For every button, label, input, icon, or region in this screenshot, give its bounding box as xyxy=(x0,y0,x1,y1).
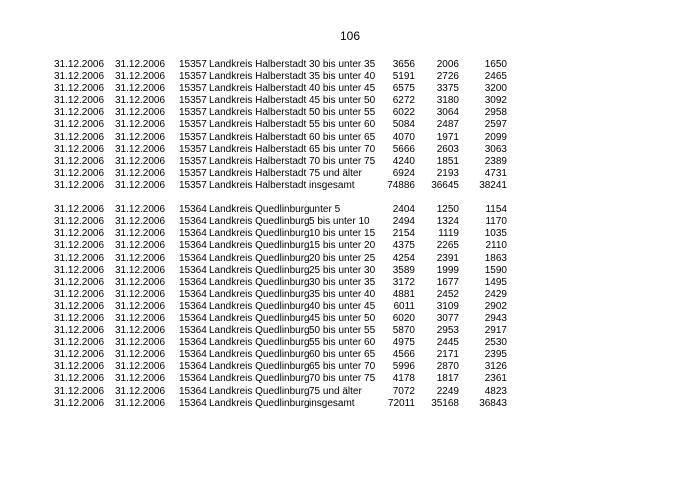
female-count-cell: 1863 xyxy=(484,252,507,264)
region-code-cell: 15357 xyxy=(179,71,207,83)
reference-date-cell: 31.12.2006 xyxy=(115,385,166,397)
age-group-cell: 65 bis unter 70 xyxy=(309,361,376,373)
total-count-cell: 5870 xyxy=(392,325,415,337)
table-row xyxy=(0,325,700,337)
data-table xyxy=(0,59,700,410)
table-row xyxy=(0,386,700,398)
total-count-cell: 4240 xyxy=(392,155,415,167)
age-group-cell: 55 bis unter 60 xyxy=(309,337,376,349)
stichtag-date-cell: 31.12.2006 xyxy=(54,349,105,361)
stichtag-date-cell: 31.12.2006 xyxy=(54,300,105,312)
total-count-cell: 4178 xyxy=(392,373,415,385)
male-count-cell: 2870 xyxy=(436,361,459,373)
region-name-cell: Landkreis Quedlinburg xyxy=(209,228,310,240)
female-count-cell: 2099 xyxy=(484,131,507,143)
region-name-cell: Landkreis Quedlinburg xyxy=(209,397,310,409)
stichtag-date-cell: 31.12.2006 xyxy=(54,131,105,143)
region-name-cell: Landkreis Halberstadt xyxy=(209,167,307,179)
region-name-cell: Landkreis Halberstadt xyxy=(209,131,307,143)
total-count-cell: 4254 xyxy=(392,252,415,264)
female-count-cell: 3126 xyxy=(484,361,507,373)
table-row xyxy=(0,361,700,373)
region-code-cell: 15364 xyxy=(179,349,207,361)
region-code-cell: 15357 xyxy=(179,107,207,119)
age-group-cell: 20 bis unter 25 xyxy=(309,252,376,264)
age-group-cell: 70 bis unter 75 xyxy=(309,155,376,167)
reference-date-cell: 31.12.2006 xyxy=(115,179,166,191)
table-row xyxy=(0,132,700,144)
reference-date-cell: 31.12.2006 xyxy=(115,216,166,228)
region-name-cell: Landkreis Quedlinburg xyxy=(209,240,310,252)
female-count-cell: 36843 xyxy=(479,397,507,409)
male-count-cell: 2487 xyxy=(436,119,459,131)
table-row xyxy=(0,253,700,265)
male-count-cell: 2265 xyxy=(436,240,459,252)
total-count-cell: 4070 xyxy=(392,131,415,143)
total-count-cell: 5666 xyxy=(392,143,415,155)
total-count-cell: 3172 xyxy=(392,276,415,288)
reference-date-cell: 31.12.2006 xyxy=(115,167,166,179)
reference-date-cell: 31.12.2006 xyxy=(115,300,166,312)
age-group-cell: 40 bis unter 45 xyxy=(309,83,376,95)
region-name-cell: Landkreis Quedlinburg xyxy=(209,337,310,349)
age-group-cell: 35 bis unter 40 xyxy=(309,71,376,83)
stichtag-date-cell: 31.12.2006 xyxy=(54,288,105,300)
table-row xyxy=(0,301,700,313)
age-group-cell: 65 bis unter 70 xyxy=(309,143,376,155)
region-name-cell: Landkreis Halberstadt xyxy=(209,95,307,107)
reference-date-cell: 31.12.2006 xyxy=(115,204,166,216)
region-code-cell: 15357 xyxy=(179,179,207,191)
total-count-cell: 4566 xyxy=(392,349,415,361)
male-count-cell: 3375 xyxy=(436,83,459,95)
female-count-cell: 2958 xyxy=(484,107,507,119)
region-code-cell: 15357 xyxy=(179,143,207,155)
region-name-cell: Landkreis Quedlinburg xyxy=(209,312,310,324)
table-row xyxy=(0,337,700,349)
stichtag-date-cell: 31.12.2006 xyxy=(54,361,105,373)
reference-date-cell: 31.12.2006 xyxy=(115,131,166,143)
female-count-cell: 3200 xyxy=(484,83,507,95)
total-count-cell: 6924 xyxy=(392,167,415,179)
table-row xyxy=(0,289,700,301)
table-row xyxy=(0,144,700,156)
region-name-cell: Landkreis Quedlinburg xyxy=(209,264,310,276)
reference-date-cell: 31.12.2006 xyxy=(115,95,166,107)
reference-date-cell: 31.12.2006 xyxy=(115,276,166,288)
female-count-cell: 2917 xyxy=(484,325,507,337)
region-name-cell: Landkreis Halberstadt xyxy=(209,143,307,155)
stichtag-date-cell: 31.12.2006 xyxy=(54,167,105,179)
total-count-cell: 6272 xyxy=(392,95,415,107)
age-group-cell: 50 bis unter 55 xyxy=(309,325,376,337)
region-name-cell: Landkreis Halberstadt xyxy=(209,59,307,70)
female-count-cell: 1154 xyxy=(485,204,507,216)
male-count-cell: 1817 xyxy=(436,373,459,385)
region-name-cell: Landkreis Halberstadt xyxy=(209,179,307,191)
female-count-cell: 3092 xyxy=(484,95,507,107)
table-row xyxy=(0,59,700,71)
total-count-cell: 4975 xyxy=(392,337,415,349)
table-row xyxy=(0,265,700,277)
region-name-cell: Landkreis Quedlinburg xyxy=(209,288,310,300)
region-code-cell: 15357 xyxy=(179,119,207,131)
reference-date-cell: 31.12.2006 xyxy=(115,397,166,409)
age-group-cell: 75 und älter xyxy=(309,167,362,179)
age-group-cell: 30 bis unter 35 xyxy=(309,276,376,288)
reference-date-cell: 31.12.2006 xyxy=(115,59,166,70)
reference-date-cell: 31.12.2006 xyxy=(115,107,166,119)
female-count-cell: 1170 xyxy=(485,216,507,228)
table-row xyxy=(0,240,700,252)
stichtag-date-cell: 31.12.2006 xyxy=(54,252,105,264)
age-group-cell: 25 bis unter 30 xyxy=(309,264,376,276)
male-count-cell: 2193 xyxy=(436,167,459,179)
region-code-cell: 15364 xyxy=(179,276,207,288)
table-row xyxy=(0,156,700,168)
table-row xyxy=(0,228,700,240)
region-code-cell: 15357 xyxy=(179,95,207,107)
region-name-cell: Landkreis Quedlinburg xyxy=(209,385,310,397)
male-count-cell: 1677 xyxy=(436,276,459,288)
total-count-cell: 6575 xyxy=(392,83,415,95)
stichtag-date-cell: 31.12.2006 xyxy=(54,264,105,276)
region-name-cell: Landkreis Halberstadt xyxy=(209,71,307,83)
region-code-cell: 15364 xyxy=(179,204,207,216)
male-count-cell: 35168 xyxy=(431,397,459,409)
reference-date-cell: 31.12.2006 xyxy=(115,240,166,252)
male-count-cell: 2452 xyxy=(436,288,459,300)
reference-date-cell: 31.12.2006 xyxy=(115,83,166,95)
region-name-cell: Landkreis Halberstadt xyxy=(209,107,307,119)
male-count-cell: 2391 xyxy=(436,252,459,264)
region-code-cell: 15364 xyxy=(179,252,207,264)
age-group-cell: 60 bis unter 65 xyxy=(309,131,376,143)
male-count-cell: 3109 xyxy=(436,300,459,312)
female-count-cell: 2465 xyxy=(484,71,507,83)
total-count-cell: 2154 xyxy=(392,228,415,240)
male-count-cell: 1971 xyxy=(436,131,459,143)
stichtag-date-cell: 31.12.2006 xyxy=(54,179,105,191)
region-code-cell: 15357 xyxy=(179,155,207,167)
male-count-cell: 1250 xyxy=(436,204,459,216)
male-count-cell: 1851 xyxy=(436,155,459,167)
reference-date-cell: 31.12.2006 xyxy=(115,143,166,155)
region-code-cell: 15364 xyxy=(179,216,207,228)
total-count-cell: 7072 xyxy=(392,385,415,397)
stichtag-date-cell: 31.12.2006 xyxy=(54,240,105,252)
stichtag-date-cell: 31.12.2006 xyxy=(54,216,105,228)
age-group-cell: 60 bis unter 65 xyxy=(309,349,376,361)
stichtag-date-cell: 31.12.2006 xyxy=(54,312,105,324)
region-name-cell: Landkreis Quedlinburg xyxy=(209,325,310,337)
reference-date-cell: 31.12.2006 xyxy=(115,312,166,324)
table-row xyxy=(0,83,700,95)
female-count-cell: 2902 xyxy=(484,300,507,312)
region-code-cell: 15364 xyxy=(179,397,207,409)
region-name-cell: Landkreis Halberstadt xyxy=(209,83,307,95)
total-count-cell: 4375 xyxy=(392,240,415,252)
region-code-cell: 15357 xyxy=(179,83,207,95)
female-count-cell: 2429 xyxy=(484,288,507,300)
reference-date-cell: 31.12.2006 xyxy=(115,373,166,385)
region-code-cell: 15364 xyxy=(179,312,207,324)
female-count-cell: 2597 xyxy=(484,119,507,131)
male-count-cell: 3077 xyxy=(436,312,459,324)
region-code-cell: 15364 xyxy=(179,228,207,240)
reference-date-cell: 31.12.2006 xyxy=(115,119,166,131)
stichtag-date-cell: 31.12.2006 xyxy=(54,228,105,240)
age-group-cell: 70 bis unter 75 xyxy=(309,373,376,385)
table-row xyxy=(0,180,700,192)
reference-date-cell: 31.12.2006 xyxy=(115,228,166,240)
male-count-cell: 2006 xyxy=(436,59,459,70)
age-group-cell: 35 bis unter 40 xyxy=(309,288,376,300)
stichtag-date-cell: 31.12.2006 xyxy=(54,107,105,119)
stichtag-date-cell: 31.12.2006 xyxy=(54,385,105,397)
age-group-cell: 45 bis unter 50 xyxy=(309,312,376,324)
female-count-cell: 4823 xyxy=(484,385,507,397)
male-count-cell: 2953 xyxy=(436,325,459,337)
female-count-cell: 1590 xyxy=(484,264,507,276)
region-code-cell: 15364 xyxy=(179,337,207,349)
region-name-cell: Landkreis Quedlinburg xyxy=(209,216,310,228)
table-row xyxy=(0,313,700,325)
male-count-cell: 1119 xyxy=(438,228,459,240)
male-count-cell: 2445 xyxy=(436,337,459,349)
total-count-cell: 4881 xyxy=(392,288,415,300)
female-count-cell: 2361 xyxy=(484,373,507,385)
total-count-cell: 6011 xyxy=(393,300,415,312)
table-row xyxy=(0,204,700,216)
region-code-cell: 15357 xyxy=(179,131,207,143)
stichtag-date-cell: 31.12.2006 xyxy=(54,143,105,155)
age-group-cell: 5 bis unter 10 xyxy=(309,216,370,228)
table-row xyxy=(0,373,700,385)
reference-date-cell: 31.12.2006 xyxy=(115,349,166,361)
age-group-cell: 40 bis unter 45 xyxy=(309,300,376,312)
region-code-cell: 15364 xyxy=(179,264,207,276)
male-count-cell: 1999 xyxy=(436,264,459,276)
male-count-cell: 2249 xyxy=(436,385,459,397)
total-count-cell: 6022 xyxy=(392,107,415,119)
reference-date-cell: 31.12.2006 xyxy=(115,155,166,167)
female-count-cell: 1035 xyxy=(484,228,507,240)
total-count-cell: 74886 xyxy=(387,179,415,191)
region-code-cell: 15364 xyxy=(179,325,207,337)
total-count-cell: 5191 xyxy=(392,71,415,83)
stichtag-date-cell: 31.12.2006 xyxy=(54,276,105,288)
reference-date-cell: 31.12.2006 xyxy=(115,337,166,349)
age-group-cell: 30 bis unter 35 xyxy=(309,59,376,70)
region-name-cell: Landkreis Quedlinburg xyxy=(209,276,310,288)
age-group-cell: unter 5 xyxy=(309,204,341,216)
region-code-cell: 15364 xyxy=(179,288,207,300)
table-row xyxy=(0,398,700,410)
reference-date-cell: 31.12.2006 xyxy=(115,71,166,83)
male-count-cell: 2171 xyxy=(436,349,459,361)
region-name-cell: Landkreis Quedlinburg xyxy=(209,349,310,361)
region-name-cell: Landkreis Halberstadt xyxy=(209,119,307,131)
age-group-cell: 10 bis unter 15 xyxy=(309,228,376,240)
table-row xyxy=(0,216,700,228)
block-separator xyxy=(0,192,700,204)
total-count-cell: 5084 xyxy=(392,119,415,131)
page-number: 106 xyxy=(339,29,361,43)
total-count-cell: 72011 xyxy=(387,397,415,409)
region-code-cell: 15364 xyxy=(179,373,207,385)
age-group-cell: 50 bis unter 55 xyxy=(309,107,376,119)
region-name-cell: Landkreis Quedlinburg xyxy=(209,300,310,312)
reference-date-cell: 31.12.2006 xyxy=(115,361,166,373)
region-code-cell: 15357 xyxy=(179,59,207,70)
total-count-cell: 3656 xyxy=(392,59,415,70)
region-name-cell: Landkreis Quedlinburg xyxy=(209,361,310,373)
stichtag-date-cell: 31.12.2006 xyxy=(54,95,105,107)
reference-date-cell: 31.12.2006 xyxy=(115,325,166,337)
male-count-cell: 3064 xyxy=(436,107,459,119)
female-count-cell: 2389 xyxy=(484,155,507,167)
female-count-cell: 2943 xyxy=(484,312,507,324)
male-count-cell: 2726 xyxy=(436,71,459,83)
table-row xyxy=(0,95,700,107)
table-row xyxy=(0,119,700,131)
total-count-cell: 5996 xyxy=(392,361,415,373)
stichtag-date-cell: 31.12.2006 xyxy=(54,325,105,337)
total-count-cell: 3589 xyxy=(392,264,415,276)
region-name-cell: Landkreis Halberstadt xyxy=(209,155,307,167)
female-count-cell: 2110 xyxy=(485,240,507,252)
table-row xyxy=(0,277,700,289)
stichtag-date-cell: 31.12.2006 xyxy=(54,59,105,70)
region-code-cell: 15364 xyxy=(179,240,207,252)
total-count-cell: 2404 xyxy=(392,204,415,216)
region-name-cell: Landkreis Quedlinburg xyxy=(209,373,310,385)
stichtag-date-cell: 31.12.2006 xyxy=(54,373,105,385)
reference-date-cell: 31.12.2006 xyxy=(115,252,166,264)
region-name-cell: Landkreis Quedlinburg xyxy=(209,204,310,216)
total-count-cell: 2494 xyxy=(392,216,415,228)
region-code-cell: 15357 xyxy=(179,167,207,179)
reference-date-cell: 31.12.2006 xyxy=(115,264,166,276)
female-count-cell: 1650 xyxy=(484,59,507,70)
age-group-cell: 45 bis unter 50 xyxy=(309,95,376,107)
table-row xyxy=(0,349,700,361)
reference-date-cell: 31.12.2006 xyxy=(115,288,166,300)
region-code-cell: 15364 xyxy=(179,361,207,373)
stichtag-date-cell: 31.12.2006 xyxy=(54,204,105,216)
table-row xyxy=(0,168,700,180)
age-group-cell: 55 bis unter 60 xyxy=(309,119,376,131)
stichtag-date-cell: 31.12.2006 xyxy=(54,119,105,131)
table-row xyxy=(0,107,700,119)
stichtag-date-cell: 31.12.2006 xyxy=(54,83,105,95)
age-group-cell: insgesamt xyxy=(309,179,355,191)
female-count-cell: 38241 xyxy=(479,179,507,191)
region-code-cell: 15364 xyxy=(179,385,207,397)
table-row xyxy=(0,71,700,83)
male-count-cell: 3180 xyxy=(436,95,459,107)
region-code-cell: 15364 xyxy=(179,300,207,312)
female-count-cell: 4731 xyxy=(484,167,507,179)
age-group-cell: insgesamt xyxy=(309,397,355,409)
male-count-cell: 2603 xyxy=(436,143,459,155)
stichtag-date-cell: 31.12.2006 xyxy=(54,397,105,409)
stichtag-date-cell: 31.12.2006 xyxy=(54,155,105,167)
stichtag-date-cell: 31.12.2006 xyxy=(54,71,105,83)
region-name-cell: Landkreis Quedlinburg xyxy=(209,252,310,264)
age-group-cell: 15 bis unter 20 xyxy=(309,240,376,252)
total-count-cell: 6020 xyxy=(392,312,415,324)
female-count-cell: 2395 xyxy=(484,349,507,361)
female-count-cell: 1495 xyxy=(484,276,507,288)
female-count-cell: 2530 xyxy=(484,337,507,349)
age-group-cell: 75 und älter xyxy=(309,385,362,397)
female-count-cell: 3063 xyxy=(484,143,507,155)
stichtag-date-cell: 31.12.2006 xyxy=(54,337,105,349)
male-count-cell: 36645 xyxy=(431,179,459,191)
male-count-cell: 1324 xyxy=(436,216,459,228)
